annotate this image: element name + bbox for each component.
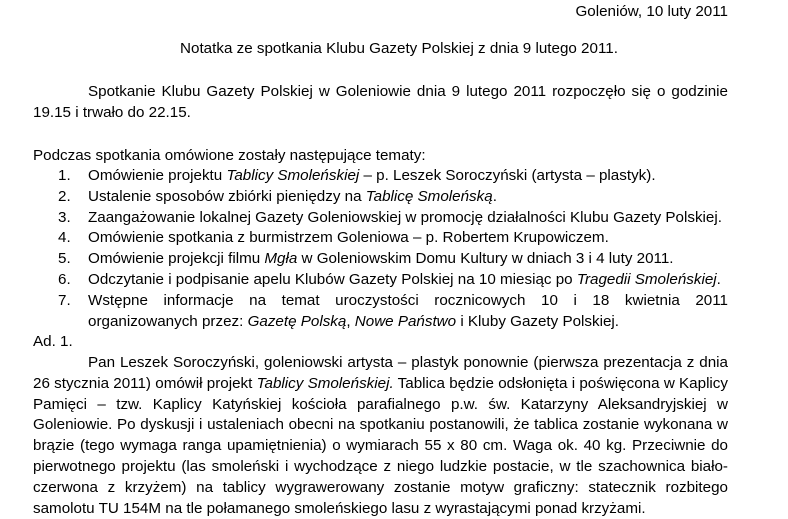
list-item [33,208,728,229]
list-item [33,291,728,333]
intro-paragraph: Spotkanie Klubu Gazety Polskiej w Goleniowie dnia 9 lutego 2011 rozpoczęło się o godzinie 19.15 i trwało do 22.15. [33,83,728,121]
list-item-number: 7. [58,291,71,309]
list-item-italic: Tablicy Smoleńskiej [226,167,360,184]
list-item-number: 2. [58,187,71,205]
list-item [33,270,728,291]
list-item-number: 3. [58,208,71,226]
list-item-text-after: . [716,270,721,288]
list-item-text: Omówienie spotkania z burmistrzem Goleniowa – p. Robertem Krupowiczem. [88,229,609,247]
list-item-italic-2: Nowe Państwo [354,312,457,330]
list-item-text-after: – p. Leszek Soroczyński (artysta – plastyk). [359,167,656,184]
list-item [33,166,728,187]
topics-lead: Podczas spotkania omówione zostały następujące tematy: [33,147,426,164]
list-item-text: Zaangażowanie lokalnej Gazety Goleniowskiej w promocję działalności Klubu Gazety Polskiej. [88,208,722,226]
section-label: Ad. 1. [33,333,73,350]
list-item-text-after: w Goleniowskim Domu Kultury w dniach 3 i 4 luty 2011. [297,250,674,268]
document-date: Goleniów, 10 luty 2011 [575,3,728,20]
list-item-italic: Mgła [264,250,298,268]
section-paragraph-text: Pan Leszek Soroczyński, goleniowski artysta – plastyk ponownie (pierwsza prezentacja z dnia 26 stycznia 2011) omówił projekt [33,354,728,392]
list-item-italic: Gazetę Polską [247,312,347,330]
topics-list [33,166,728,332]
section-paragraph [33,353,728,519]
document-title: Notatka ze spotkania Klubu Gazety Polskiej z dnia 9 lutego 2011. [180,40,618,57]
list-item-text: Odczytanie i podpisanie apelu Klubów Gazety Polskiej na 10 miesiąc po [88,270,577,288]
list-item [33,228,728,249]
list-item-text: Wstępne informacje na temat uroczystości rocznicowych 10 i 18 kwietnia 2011 organizowanych przez: [88,291,728,330]
list-item-text-after: i Kluby Gazety Polskiej. [456,312,620,330]
list-item-number: 6. [58,270,71,288]
list-item-number: 1. [58,167,71,184]
list-item-text-middle: , [346,312,355,330]
list-item-number: 5. [58,250,71,268]
list-item-text: Ustalenie sposobów zbiórki pieniędzy na [88,187,366,205]
list-item-number: 4. [58,229,71,247]
list-item-italic: Tragedii Smoleńskiej [576,270,717,288]
list-item-text-after: . [492,187,497,205]
section-paragraph-italic: Tablicy Smoleńskiej. [256,374,394,392]
list-item [33,249,728,270]
list-item-text: Omówienie projektu [88,167,227,184]
list-item-italic: Tablicę Smoleńską [365,187,493,205]
list-item-text: Omówienie projekcji filmu [88,250,265,268]
list-item [33,187,728,208]
section-paragraph-rest: Tablica będzie odsłonięta i poświęcona w Kaplicy Pamięci – tzw. Kaplicy Katyńskiej kościoła parafialnego p.w. św. Katarzyny Aleksandryjskiej w Goleniowie. Po dyskusji i ustaleniach obecni na spotkaniu postanowili, że tablica zostanie wykonana w brązie (tego wymaga ranga upamiętnienia) o wymiarach 55 x 80 cm. Waga ok. 40 kg. Przeciwnie do pierwotnego projektu (las smoleński i wychodzące z niego ludzkie postacie, w tle szachownica biało-czerwona z krzyżem) na tablicy wygrawerowany zostanie motyw graficzny: statecznik rozbitego samolotu TU 154M na tle połamanego smoleńskiego lasu z wyrastającymi ponad krzyżami. [33,374,728,517]
